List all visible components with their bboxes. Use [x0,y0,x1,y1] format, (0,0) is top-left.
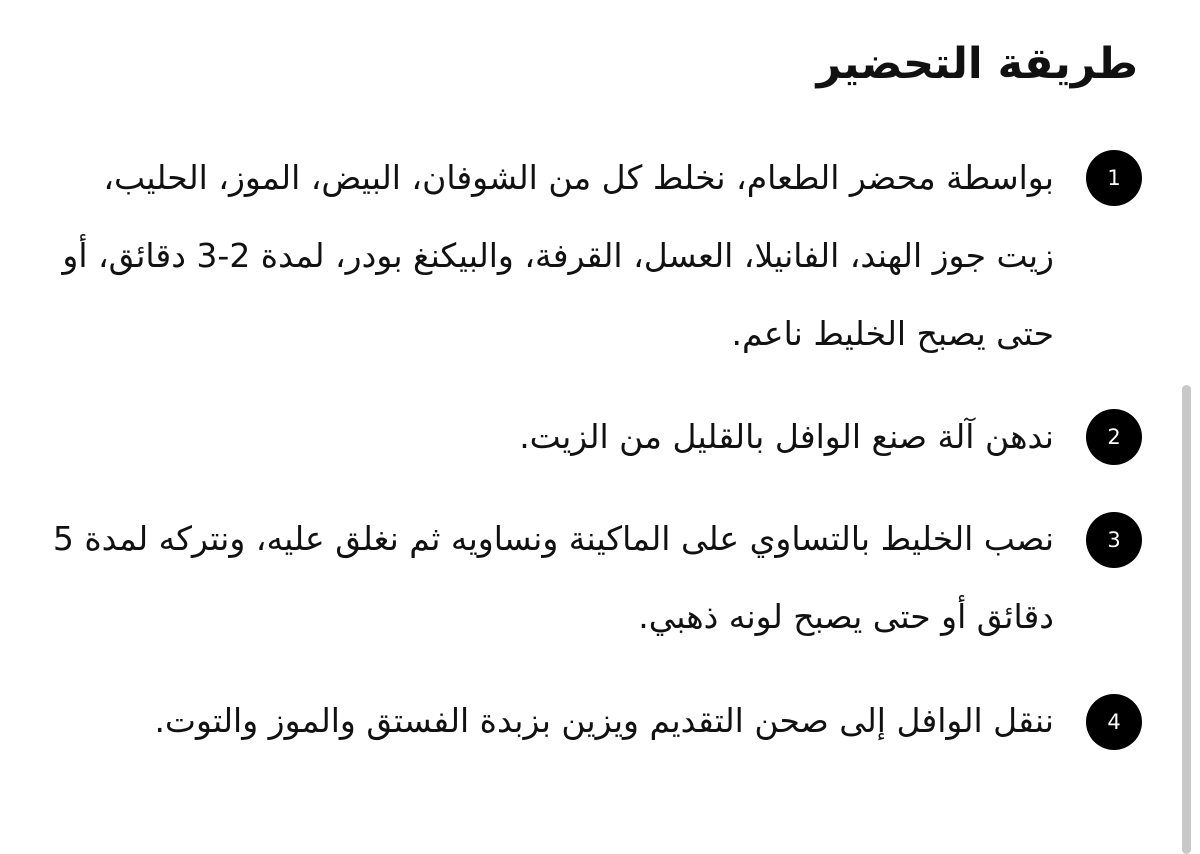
step-number-badge: 2 [1086,409,1142,465]
vertical-scrollbar[interactable] [1182,385,1191,854]
step-number-badge: 3 [1086,512,1142,568]
step-item-1 [52,139,1142,373]
step-item-2 [52,398,1142,476]
step-text: ندهن آلة صنع الوافل بالقليل من الزيت. [519,417,1054,456]
step-item-3 [52,500,1142,656]
step-number-badge: 4 [1086,694,1142,750]
step-number-badge: 1 [1086,150,1142,206]
step-text: بواسطة محضر الطعام، نخلط كل من الشوفان، البيض، الموز، الحليب، زيت جوز الهند، الفانيلا، العسل، القرفة، والبيكنغ بودر، لمدة 2-3 دقائق، أو حتى يصبح الخليط ناعم. [62,158,1054,353]
step-text: نصب الخليط بالتساوي على الماكينة ونساويه ثم نغلق عليه، ونتركه لمدة 5 دقائق أو حتى يصبح لونه ذهبي. [52,519,1054,636]
step-text: ننقل الوافل إلى صحن التقديم ويزين بزبدة الفستق والموز والتوت. [154,701,1054,740]
step-item-4 [52,682,1142,760]
page-title: طريقة التحضير [816,39,1138,89]
